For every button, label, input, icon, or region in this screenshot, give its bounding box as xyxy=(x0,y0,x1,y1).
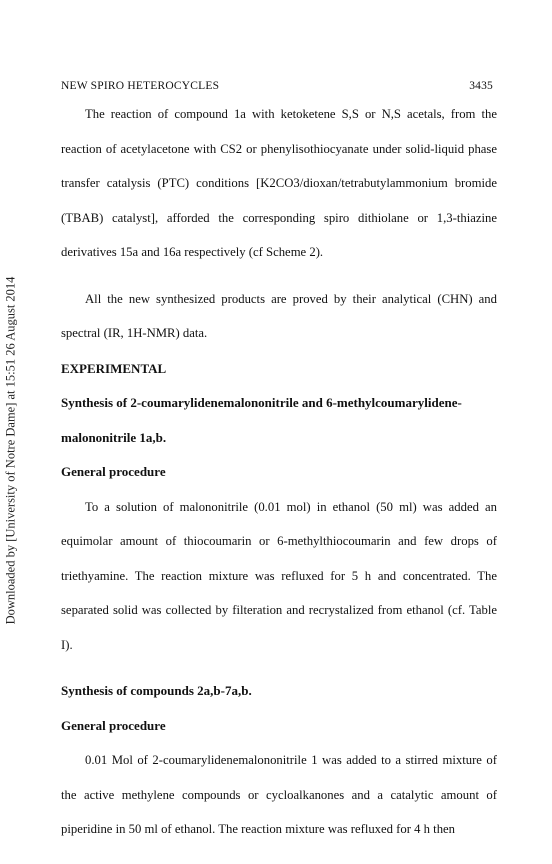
article-body xyxy=(61,97,497,847)
procedure-text-1: To a solution of malononitrile (0.01 mol) in ethanol (50 ml) was added an equimolar amount of thiocoumarin or 6-methylthiocoumarin and few drops of triethyamine. The reaction mixture was refluxed for 5 h and concentrated. The separated solid was collected by filteration and recrystalized from ethanol (cf. Table I). xyxy=(61,499,497,652)
paragraph-characterization: All the new synthesized products are proved by their analytical (CHN) and spectral (IR, 1H-NMR) data. xyxy=(61,291,497,340)
general-procedure-heading-1: General procedure xyxy=(61,464,166,479)
general-procedure-heading-2: General procedure xyxy=(61,717,166,733)
download-watermark xyxy=(2,250,20,650)
running-title: NEW SPIRO HETEROCYCLES xyxy=(61,80,220,92)
paragraph-reaction-1a: The reaction of compound 1a with ketoketene S,S or N,S acetals, from the reaction of acetylacetone with CS2 or phenylisothiocyanate under solid-liquid phase transfer catalysis (PTC) conditions [K2CO3/dioxan/tetrabutylammonium bromide (TBAB) catalyst], afforded the corresponding spiro dithiolane or 1,3-thiazine derivatives 15a and 16a respectively (cf Scheme 2). xyxy=(61,107,497,259)
subsection-heading-synthesis-1ab: Synthesis of 2-coumarylidenemalononitrile and 6-methylcoumarylidene-malononitrile 1a,b. xyxy=(61,395,462,445)
section-heading-experimental: EXPERIMENTAL xyxy=(61,360,167,376)
watermark-text: Downloaded by [University of Notre Dame] at 15:51 26 August 2014 xyxy=(3,276,18,624)
procedure-text-2: 0.01 Mol of 2-coumarylidenemalononitrile 1 was added to a stirred mixture of the active methylene compounds or cycloalkanones and a catalytic amount of piperidine in 50 ml of ethanol. The reaction mixture was refluxed for 4 h then xyxy=(61,753,497,836)
page-number: 3435 xyxy=(469,80,493,92)
page-header xyxy=(61,80,493,92)
subsection-heading-synthesis-2-7: Synthesis of compounds 2a,b-7a,b. xyxy=(61,683,252,698)
